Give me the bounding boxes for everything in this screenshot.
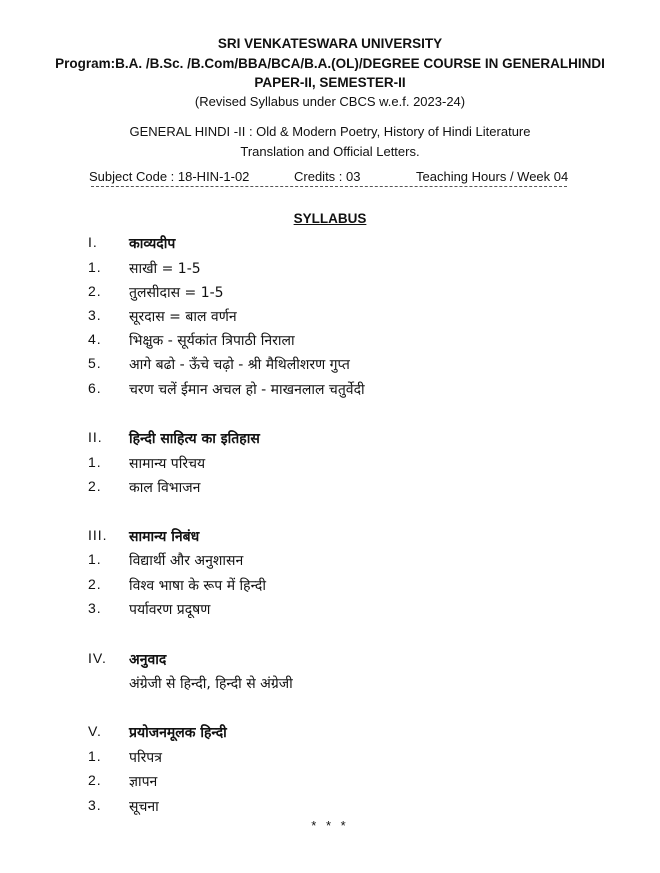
list-item-number: 3. <box>88 797 102 813</box>
list-item: सूरदास = बाल वर्णन <box>129 309 237 325</box>
list-item-number: 3. <box>88 307 102 323</box>
revised-note: (Revised Syllabus under CBCS w.e.f. 2023-24) <box>194 94 466 109</box>
credits: Credits : 03 <box>294 169 361 184</box>
list-item: सूचना <box>129 799 159 815</box>
list-item: आगे बढो - ऊँचे चढ़ो - श्री मैथिलीशरण गुप्त <box>129 357 350 373</box>
list-item-number: 2. <box>88 576 102 592</box>
section-heading: सामान्य निबंध <box>129 529 200 545</box>
section-numeral: I. <box>88 234 98 250</box>
list-item-number: 5. <box>88 355 102 371</box>
teaching-hours: Teaching Hours / Week 04 <box>416 169 569 184</box>
list-item: तुलसीदास = 1-5 <box>129 285 224 301</box>
list-item-number: 1. <box>88 454 102 470</box>
section-body-text: अंग्रेजी से हिन्दी, हिन्दी से अंग्रेजी <box>129 676 293 692</box>
list-item-number: 3. <box>88 600 102 616</box>
list-item: पर्यावरण प्रदूषण <box>129 602 211 618</box>
paper-semester: PAPER-II, SEMESTER-II <box>254 75 406 90</box>
section-heading: काव्यदीप <box>129 236 176 252</box>
section-numeral: V. <box>88 723 102 739</box>
section-heading: हिन्दी साहित्य का इतिहास <box>129 431 260 447</box>
list-item: साखी = 1-5 <box>129 261 201 277</box>
list-item-number: 1. <box>88 259 102 275</box>
list-item: परिपत्र <box>129 750 162 766</box>
list-item: विश्व भाषा के रूप में हिन्दी <box>129 578 266 594</box>
list-item: काल विभाजन <box>129 480 201 496</box>
university-name: SRI VENKATESWARA UNIVERSITY <box>217 36 443 51</box>
list-item: चरण चलें ईमान अचल हो - माखनलाल चतुर्वेदी <box>129 382 365 398</box>
program-line: Program:B.A. /B.Sc. /B.Com/BBA/BCA/B.A.(OL)/DEGREE COURSE IN GENERALHINDI <box>55 56 605 71</box>
end-mark: * * * <box>311 818 349 833</box>
section-heading: अनुवाद <box>129 652 167 668</box>
course-title-line2: Translation and Official Letters. <box>240 144 420 159</box>
subject-code: Subject Code : 18-HIN-1-02 <box>89 169 250 184</box>
list-item-number: 2. <box>88 772 102 788</box>
section-numeral: II. <box>88 429 103 445</box>
list-item: ज्ञापन <box>129 774 158 790</box>
section-numeral: III. <box>88 527 108 543</box>
list-item-number: 4. <box>88 331 102 347</box>
list-item: विद्यार्थी और अनुशासन <box>129 553 244 569</box>
section-numeral: IV. <box>88 650 107 666</box>
dashed-divider <box>91 186 567 187</box>
list-item-number: 2. <box>88 478 102 494</box>
list-item-number: 1. <box>88 551 102 567</box>
list-item-number: 1. <box>88 748 102 764</box>
list-item-number: 2. <box>88 283 102 299</box>
list-item: सामान्य परिचय <box>129 456 206 472</box>
list-item: भिक्षुक - सूर्यकांत त्रिपाठी निराला <box>129 333 295 349</box>
list-item-number: 6. <box>88 380 102 396</box>
syllabus-title: SYLLABUS <box>293 211 367 226</box>
course-title-line1: GENERAL HINDI -II : Old & Modern Poetry, History of Hindi Literature <box>129 124 531 139</box>
section-heading: प्रयोजनमूलक हिन्दी <box>129 725 227 741</box>
